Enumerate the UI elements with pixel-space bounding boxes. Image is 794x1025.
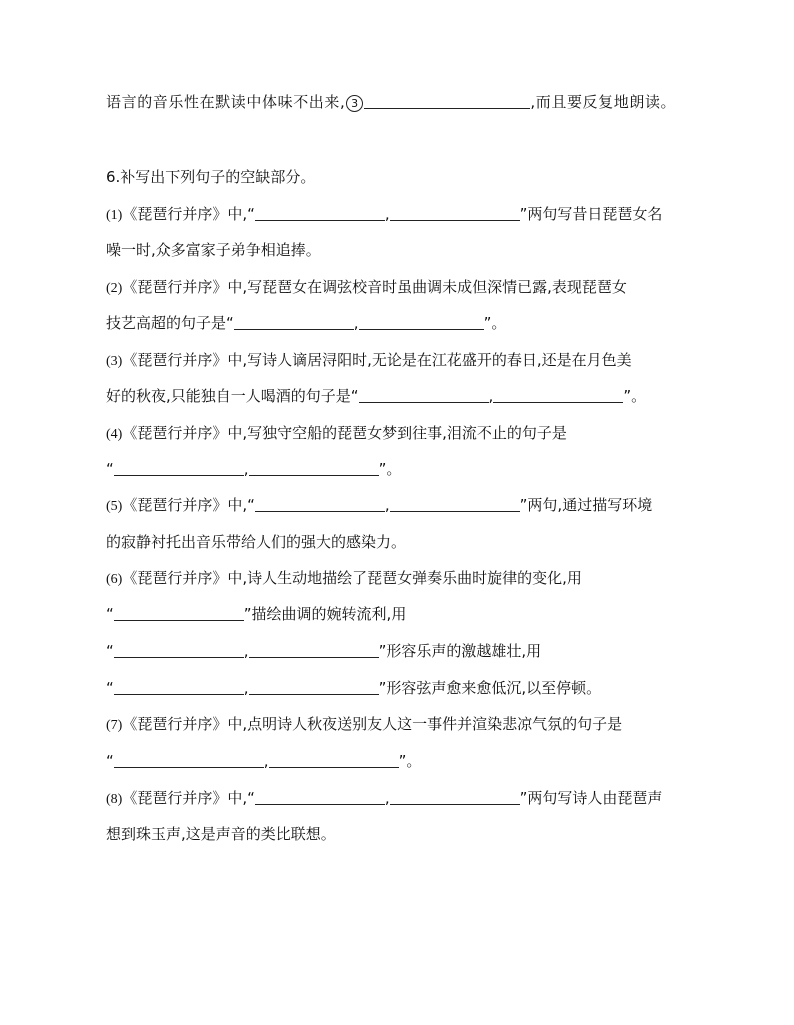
item-number-1: (1): [106, 208, 123, 223]
item-3-text: 《琵琶行并序》中,写诗人谪居浔阳时,无论是在江花盛开的春日,还是在月色美: [122, 351, 632, 369]
open-quote: “: [106, 460, 114, 478]
blank-3a[interactable]: [359, 387, 489, 403]
comma: ,: [243, 679, 249, 697]
item-6-text: 《琵琶行并序》中,诗人生动地描绘了琵琶女弹奏乐曲时旋律的变化,用: [122, 569, 582, 587]
q6-item-2-line-2: [106, 313, 506, 333]
intro-text-before: 语言的音乐性在默读中体味不出来,: [106, 93, 346, 111]
q6-item-7-line-2: [106, 751, 421, 771]
blank-6d[interactable]: [114, 679, 244, 695]
q6-item-4-line-1: [106, 423, 567, 445]
close-quote: ”。: [623, 387, 647, 405]
q6-item-6-line-1: [106, 568, 582, 590]
open-quote: “: [106, 679, 114, 697]
q6-item-5-line-1: [106, 495, 652, 517]
q6-item-5-line-2: 的寂静衬托出音乐带给人们的强大的感染力。: [106, 533, 407, 551]
item-1-text-end: ”两句写昔日琵琶女名: [519, 205, 663, 223]
open-quote: “: [106, 642, 114, 660]
q6-item-6-line-4: [106, 678, 601, 698]
q6-item-6-line-2: [106, 604, 406, 624]
item-4-text: 《琵琶行并序》中,写独守空船的琵琶女梦到往事,泪流不止的句子是: [122, 424, 567, 442]
circled-number-3: 3: [346, 95, 363, 112]
blank-4a[interactable]: [114, 460, 244, 476]
comma: ,: [384, 789, 390, 807]
blank-5a[interactable]: [255, 496, 385, 512]
blank-intro-3[interactable]: [364, 93, 530, 109]
blank-6e[interactable]: [249, 679, 379, 695]
blank-6c[interactable]: [249, 642, 379, 658]
item-8-text-end: ”两句写诗人由琵琶声: [519, 789, 663, 807]
q6-item-3-line-2: [106, 386, 646, 406]
item-3-text-2: 好的秋夜,只能独自一人喝酒的句子是“: [106, 387, 359, 405]
comma: ,: [353, 314, 359, 332]
open-quote: “: [106, 605, 114, 623]
blank-2a[interactable]: [234, 314, 354, 330]
blank-8a[interactable]: [255, 789, 385, 805]
close-quote: ”。: [398, 752, 422, 770]
item-5-text-end: ”两句,通过描写环境: [519, 496, 653, 514]
blank-1a[interactable]: [255, 205, 385, 221]
item-5-text: 《琵琶行并序》中,“: [122, 496, 255, 514]
q6-item-8-line-2: 想到珠玉声,这是声音的类比联想。: [106, 825, 336, 843]
item-2-text: 《琵琶行并序》中,写琵琶女在调弦校音时虽曲调未成但深情已露,表现琵琶女: [122, 278, 627, 296]
comma: ,: [488, 387, 494, 405]
blank-7b[interactable]: [269, 752, 399, 768]
blank-4b[interactable]: [249, 460, 379, 476]
q6-item-7-line-1: [106, 714, 622, 736]
blank-6a[interactable]: [114, 605, 244, 621]
open-quote: “: [106, 752, 114, 770]
blank-3b[interactable]: [493, 387, 623, 403]
close-quote: ”。: [483, 314, 507, 332]
item-6-text-4: ”形容弦声愈来愈低沉,以至停顿。: [378, 679, 602, 697]
item-6-text-2: ”描绘曲调的婉转流利,用: [243, 605, 407, 623]
item-number-8: (8): [106, 792, 123, 807]
intro-text-after: ,而且要反复地朗读。: [530, 93, 677, 111]
q6-item-1-line-1: [106, 204, 662, 226]
comma: ,: [243, 642, 249, 660]
comma: ,: [384, 496, 390, 514]
q6-item-4-line-2: [106, 459, 401, 479]
blank-2b[interactable]: [359, 314, 484, 330]
item-number-6: (6): [106, 572, 123, 587]
close-quote: ”。: [378, 460, 402, 478]
q6-item-2-line-1: [106, 277, 627, 299]
blank-6b[interactable]: [114, 642, 244, 658]
item-number-5: (5): [106, 499, 123, 514]
item-number-7: (7): [106, 718, 123, 733]
q6-item-3-line-1: [106, 350, 632, 372]
blank-8b[interactable]: [390, 789, 520, 805]
item-number-4: (4): [106, 427, 123, 442]
q6-item-1-line-2: 噪一时,众多富家子弟争相追捧。: [106, 241, 321, 259]
comma: ,: [384, 205, 390, 223]
q6-item-8-line-1: [106, 788, 662, 810]
item-number-2: (2): [106, 281, 123, 296]
intro-line: [106, 92, 676, 112]
item-6-text-3: ”形容乐声的激越雄壮,用: [378, 642, 542, 660]
item-1-text: 《琵琶行并序》中,“: [122, 205, 255, 223]
blank-7a[interactable]: [114, 752, 264, 768]
item-number-3: (3): [106, 354, 123, 369]
item-7-text: 《琵琶行并序》中,点明诗人秋夜送别友人这一事件并渲染悲凉气氛的句子是: [122, 715, 623, 733]
question-6-title: 6.补写出下列句子的空缺部分。: [106, 168, 316, 186]
blank-5b[interactable]: [390, 496, 520, 512]
item-8-text: 《琵琶行并序》中,“: [122, 789, 255, 807]
item-2-text-2: 技艺高超的句子是“: [106, 314, 234, 332]
comma: ,: [243, 460, 249, 478]
comma: ,: [263, 752, 269, 770]
q6-item-6-line-3: [106, 641, 541, 661]
blank-1b[interactable]: [390, 205, 520, 221]
